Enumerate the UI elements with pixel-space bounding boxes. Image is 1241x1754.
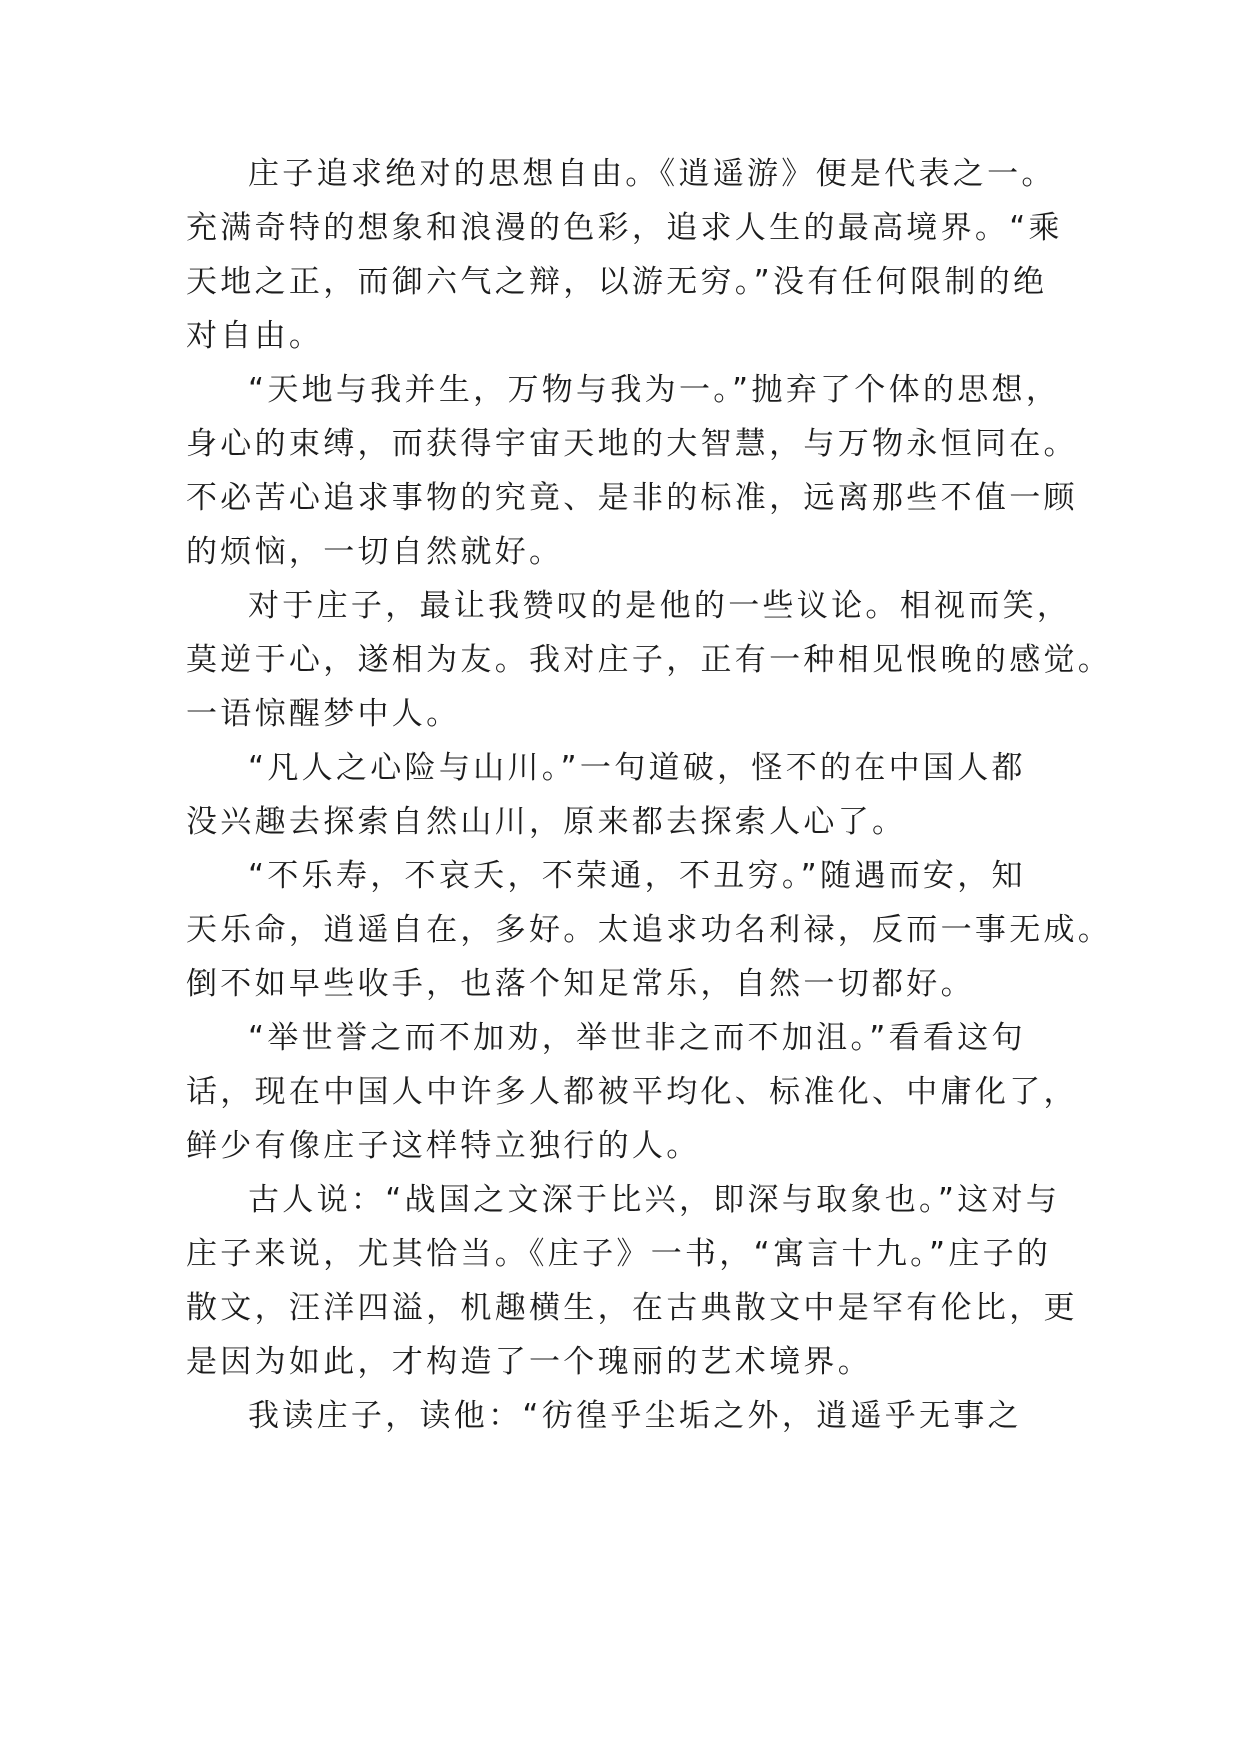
text-line: 鲜少有像庄子这样特立独行的人。: [186, 1128, 701, 1164]
text-line: “凡人之心险与山川。”一句道破，怪不的在中国人都: [248, 750, 1026, 786]
text-line: 对自由。: [186, 318, 324, 354]
text-line: 没兴趣去探索自然山川，原来都去探索人心了。: [186, 804, 907, 840]
text-line: 庄子追求绝对的思想自由。《逍遥游》便是代表之一。: [248, 156, 1056, 192]
text-line: 古人说：“战国之文深于比兴，即深与取象也。”这对与: [248, 1182, 1061, 1218]
text-line: 庄子来说，尤其恰当。《庄子》一书，“寓言十九。”庄子的: [186, 1236, 1052, 1272]
text-line: 一语惊醒梦中人。: [186, 696, 461, 732]
text-line: 散文，汪洋四溢，机趣横生，在古典散文中是罕有伦比，更: [186, 1290, 1078, 1326]
text-line: 对于庄子，最让我赞叹的是他的一些议论。相视而笑，: [248, 588, 1072, 624]
text-line: 天地之正，而御六气之辩，以游无穷。”没有任何限制的绝: [186, 264, 1048, 300]
text-line: 倒不如早些收手，也落个知足常乐，自然一切都好。: [186, 966, 975, 1002]
text-line: 身心的束缚，而获得宇宙天地的大智慧，与万物永恒同在。: [186, 426, 1078, 462]
text-line: 天乐命，逍遥自在，多好。太追求功名利禄，反而一事无成。: [186, 912, 1113, 948]
text-line: 是因为如此，才构造了一个瑰丽的艺术境界。: [186, 1344, 872, 1380]
text-line: 不必苦心追求事物的究竟、是非的标准，远离那些不值一顾: [186, 480, 1078, 516]
text-line: 充满奇特的想象和浪漫的色彩，追求人生的最高境界。“乘: [186, 210, 1063, 246]
text-line: 话，现在中国人中许多人都被平均化、标准化、中庸化了，: [186, 1074, 1078, 1110]
text-line: 我读庄子，读他：“彷徨乎尘垢之外，逍遥乎无事之: [248, 1398, 1022, 1434]
text-line: 莫逆于心，遂相为友。我对庄子，正有一种相见恨晚的感觉。: [186, 642, 1113, 678]
text-line: “不乐寿，不哀夭，不荣通，不丑穷。”随遇而安，知: [248, 858, 1026, 894]
text-line: “举世誉之而不加劝，举世非之而不加沮。”看看这句: [248, 1020, 1026, 1056]
text-line: 的烦恼，一切自然就好。: [186, 534, 564, 570]
text-line: “天地与我并生，万物与我为一。”抛弃了个体的思想，: [248, 372, 1061, 408]
